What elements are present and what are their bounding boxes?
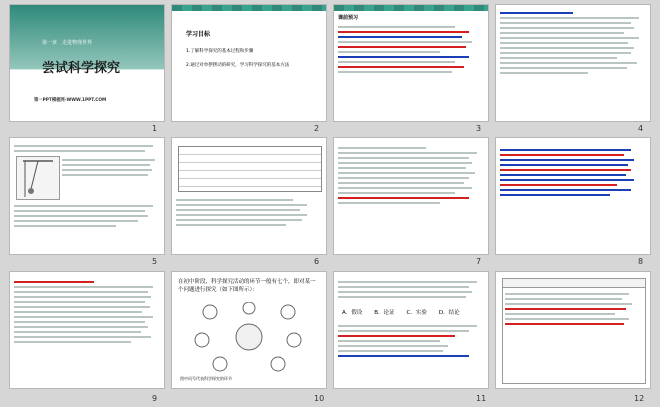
slide-number: 1 bbox=[152, 124, 158, 133]
text-line bbox=[176, 219, 302, 221]
text-line bbox=[505, 293, 629, 295]
text-line bbox=[338, 66, 464, 68]
text-line bbox=[500, 164, 628, 166]
text-line bbox=[176, 209, 300, 211]
text-line bbox=[62, 169, 152, 171]
text-line bbox=[500, 174, 626, 176]
text-line bbox=[338, 291, 472, 293]
text-line bbox=[338, 51, 440, 53]
footer-text: 第一PPT模板网-WWW.1PPT.COM bbox=[34, 98, 107, 103]
slide-thumbnail-5[interactable] bbox=[10, 138, 164, 254]
text-line bbox=[14, 150, 145, 152]
chapter-label: 第一章 走进物理世界 bbox=[42, 40, 93, 46]
text-line bbox=[338, 355, 469, 357]
slide-thumbnail-3[interactable] bbox=[334, 5, 488, 121]
text-line bbox=[338, 61, 455, 63]
text-line bbox=[338, 56, 469, 58]
slide-number: 11 bbox=[476, 394, 487, 403]
intro-text: 在初中阶段，科学探究活动的环节一般有七个，即对某一个问题进行探究（如下图所示）： bbox=[178, 279, 316, 293]
text-line bbox=[500, 159, 634, 161]
text-line bbox=[500, 179, 634, 181]
text-line bbox=[338, 330, 469, 332]
slide-thumbnail-4[interactable] bbox=[496, 5, 650, 121]
text-line bbox=[505, 313, 615, 315]
text-line bbox=[14, 311, 142, 313]
slide-number: 7 bbox=[476, 257, 482, 266]
text-line bbox=[500, 169, 631, 171]
text-line bbox=[14, 341, 131, 343]
text-line bbox=[338, 162, 472, 164]
text-line bbox=[505, 298, 622, 300]
text-line bbox=[500, 149, 631, 151]
option-b: B．论证 bbox=[374, 310, 395, 316]
text-line bbox=[338, 202, 440, 204]
slide-thumbnail-6[interactable] bbox=[172, 138, 326, 254]
data-table bbox=[178, 146, 322, 192]
text-line bbox=[176, 214, 307, 216]
text-line bbox=[338, 350, 443, 352]
text-line bbox=[500, 47, 634, 49]
text-line bbox=[500, 42, 628, 44]
text-line bbox=[14, 220, 138, 222]
text-line bbox=[500, 67, 627, 69]
slide-thumbnail-9[interactable] bbox=[10, 272, 164, 388]
text-line bbox=[176, 204, 307, 206]
text-line bbox=[176, 224, 286, 226]
slide-thumbnail-2[interactable] bbox=[172, 5, 326, 121]
text-line bbox=[338, 167, 466, 169]
text-line bbox=[338, 192, 455, 194]
text-line bbox=[505, 303, 632, 305]
text-line bbox=[14, 286, 153, 288]
text-line bbox=[14, 225, 116, 227]
option-a: A．假设 bbox=[342, 310, 363, 316]
text-line bbox=[338, 187, 472, 189]
slide-number: 5 bbox=[152, 257, 158, 266]
text-line bbox=[338, 340, 440, 342]
text-line bbox=[62, 174, 148, 176]
slide-heading: 课前预习 bbox=[338, 15, 359, 21]
text-line bbox=[338, 325, 477, 327]
diagram-note: 图中问号代表科学探究的环节 bbox=[180, 376, 232, 381]
slide-thumbnail-12[interactable] bbox=[496, 272, 650, 388]
text-line bbox=[338, 182, 464, 184]
text-line bbox=[338, 41, 472, 43]
slide-thumbnail-1[interactable] bbox=[10, 5, 164, 121]
text-line bbox=[14, 205, 153, 207]
text-line bbox=[14, 321, 145, 323]
text-line bbox=[338, 157, 469, 159]
text-line bbox=[14, 210, 145, 212]
text-line bbox=[500, 72, 588, 74]
text-line bbox=[14, 326, 148, 328]
text-line bbox=[338, 345, 448, 347]
text-line bbox=[338, 147, 426, 149]
text-line bbox=[14, 215, 148, 217]
text-line bbox=[338, 281, 477, 283]
text-line bbox=[505, 318, 629, 320]
text-line bbox=[500, 12, 573, 14]
slide-number: 6 bbox=[314, 257, 320, 266]
text-line bbox=[505, 323, 624, 325]
slide-title: 尝试科学探究 bbox=[42, 61, 121, 76]
text-line bbox=[338, 46, 466, 48]
text-line bbox=[338, 26, 455, 28]
text-line bbox=[14, 296, 151, 298]
text-line bbox=[14, 336, 151, 338]
slide-heading: 学习目标 bbox=[186, 31, 211, 38]
text-line bbox=[500, 184, 617, 186]
slide-thumbnail-7[interactable] bbox=[334, 138, 488, 254]
text-line bbox=[500, 189, 631, 191]
text-line bbox=[338, 152, 477, 154]
text-line bbox=[500, 37, 639, 39]
slide-top-bar bbox=[172, 5, 326, 11]
slide-number: 3 bbox=[476, 124, 482, 133]
slide-thumbnail-8[interactable] bbox=[496, 138, 650, 254]
slide-thumbnail-10[interactable] bbox=[172, 272, 326, 388]
slide-thumbnail-11[interactable] bbox=[334, 272, 488, 388]
text-line bbox=[62, 159, 155, 161]
slide-number: 9 bbox=[152, 394, 158, 403]
option-c: C．实验 bbox=[406, 310, 427, 316]
text-line bbox=[500, 52, 631, 54]
text-line bbox=[14, 145, 153, 147]
slide-number: 2 bbox=[314, 124, 320, 133]
slide-top-bar bbox=[334, 5, 488, 11]
text-line bbox=[338, 335, 455, 337]
text-line bbox=[500, 17, 639, 19]
text-line bbox=[14, 331, 141, 333]
text-line bbox=[338, 71, 452, 73]
text-line bbox=[14, 316, 153, 318]
text-line bbox=[500, 27, 634, 29]
objective-1: 1.了解科学探究的基本过程和步骤 bbox=[186, 49, 254, 54]
cycle-diagram bbox=[190, 302, 308, 372]
slide-number: 4 bbox=[638, 124, 644, 133]
text-line bbox=[338, 36, 462, 38]
text-line bbox=[338, 31, 469, 33]
text-line bbox=[338, 172, 475, 174]
text-line bbox=[500, 22, 631, 24]
text-line bbox=[500, 32, 624, 34]
text-line bbox=[176, 199, 293, 201]
objective-2: 2.通过对单摆摆动的研究，学习科学探究的基本方法 bbox=[186, 63, 290, 68]
slide-number: 8 bbox=[638, 257, 644, 266]
text-line bbox=[500, 62, 637, 64]
pendulum-image bbox=[16, 156, 60, 200]
text-line bbox=[338, 177, 469, 179]
text-line bbox=[14, 281, 94, 283]
text-line bbox=[338, 296, 466, 298]
slide-number: 10 bbox=[314, 394, 325, 403]
text-line bbox=[500, 194, 610, 196]
worksheet-box bbox=[502, 278, 646, 384]
text-line bbox=[500, 57, 617, 59]
text-line bbox=[505, 308, 626, 310]
text-line bbox=[14, 291, 148, 293]
slide-number: 12 bbox=[634, 394, 645, 403]
text-line bbox=[338, 197, 469, 199]
text-line bbox=[62, 164, 150, 166]
text-line bbox=[14, 306, 150, 308]
text-line bbox=[500, 154, 624, 156]
text-line bbox=[338, 286, 469, 288]
text-line bbox=[14, 301, 145, 303]
option-d: D．结论 bbox=[438, 310, 460, 316]
